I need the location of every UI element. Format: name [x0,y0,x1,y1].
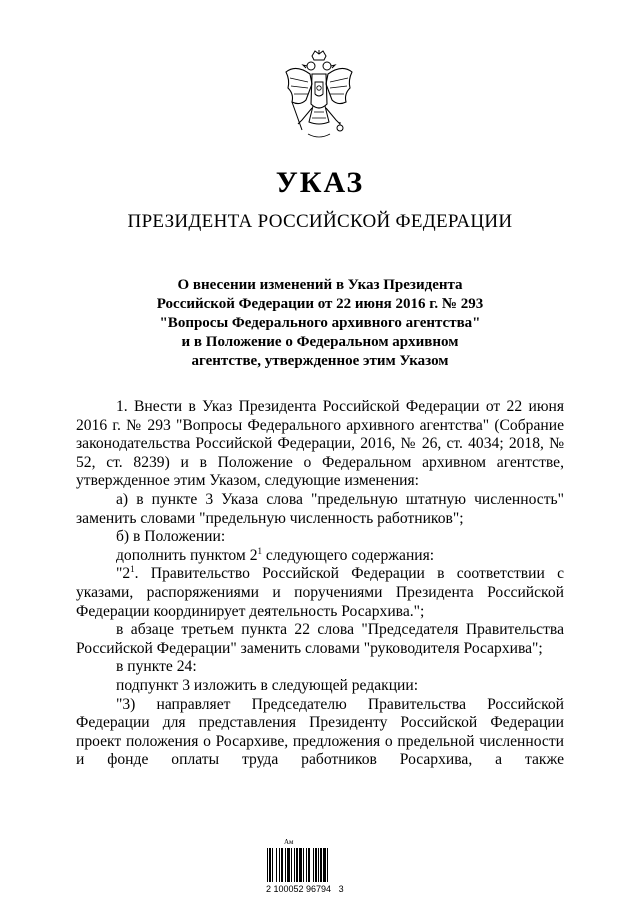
barcode-bar [315,848,317,882]
paragraph-add-item [76,547,564,566]
barcode-bar [308,848,310,882]
heading-line: агентстве, утвержденное этим Указом [191,353,449,369]
paragraph-item-2-1 [76,565,564,621]
heading-line: О внесении изменений в Указ Президента [177,277,463,293]
barcode-bar [327,848,328,882]
paragraph-b: б) в Положении: [116,528,226,546]
barcode-bar [318,848,319,882]
barcode-bar [279,848,280,882]
barcode-bar [267,848,268,882]
paragraph-1: 1. Внести в Указ Президента Российской Федерации от 22 июня 2016 г. № 293 "Вопросы Федерального архивного агентства" (Собрание законодательства Российской Федерации, 2016, № 26, ст. 4034; 2018, № 52, ст. 8239) и в Положение о Федеральном архивном агентстве, утвержденное этим Указом, следующие изменения: [76,398,564,490]
text-segment: дополнить пунктом 2 [116,546,258,564]
barcode-bar [323,848,326,882]
barcode-mark: Ам [284,838,294,846]
barcode-bar [281,848,283,882]
text-segment: "2 [116,565,131,583]
barcode-bar [299,848,302,882]
paragraph-a: а) в пункте 3 Указа слова "предельную штатную численность" заменить словами "предельную численность работников"; [76,490,564,527]
heading-line: "Вопросы Федерального архивного агентства" [159,315,481,331]
barcode-number: 2 100052 96794 3 [266,884,344,894]
barcode-bar [285,848,286,882]
paragraph-subitem-3: подпункт 3 изложить в следующей редакции: [116,676,419,694]
text-segment: . Правительство Российской Федерации в соответствии с указами, распоряжениями и поручениями Президента Российской Федерации координирует деятельность Росархива."; [76,565,564,620]
superscript: 1 [257,545,262,556]
barcode-bar [313,848,314,882]
barcode-bar [276,848,277,882]
heading-line: Российской Федерации от 22 июня 2016 г. № 293 [156,296,484,312]
barcode-bar [294,848,295,882]
paragraph-item-22: в абзаце третьем пункта 22 слова "Председателя Правительства Российской Федерации" заменить словами "руководителя Росархива"; [76,621,564,657]
document-title: УКАЗ [275,166,365,199]
paragraph-subitem-3-text: "3) направляет Председателю Правительства Российской Федерации для представления Президенту Российской Федерации проект положения о Росархиве, предложения о предельной численности и фонде оплаты труда работников Росархива, а также [76,695,564,769]
barcode-bar [296,848,298,882]
barcode-image [266,848,366,882]
barcode-bar [269,848,271,882]
text-segment: следующего содержания: [262,546,435,564]
barcode-bar [303,848,304,882]
heading-line: и в Положение о Федеральном архивном [181,334,459,350]
superscript: 1 [130,564,135,575]
decree-body [76,398,564,770]
document-subtitle: ПРЕЗИДЕНТА РОССИЙСКОЙ ФЕДЕРАЦИИ [127,211,513,232]
coat-of-arms-emblem [282,50,356,142]
barcode-bar [320,848,322,882]
barcode-bar [272,848,273,882]
decree-heading [100,276,540,371]
paragraph-item-24: в пункте 24: [116,658,197,676]
barcode-bar [306,848,307,882]
barcode-bar [287,848,290,882]
barcode-bar [291,848,292,882]
